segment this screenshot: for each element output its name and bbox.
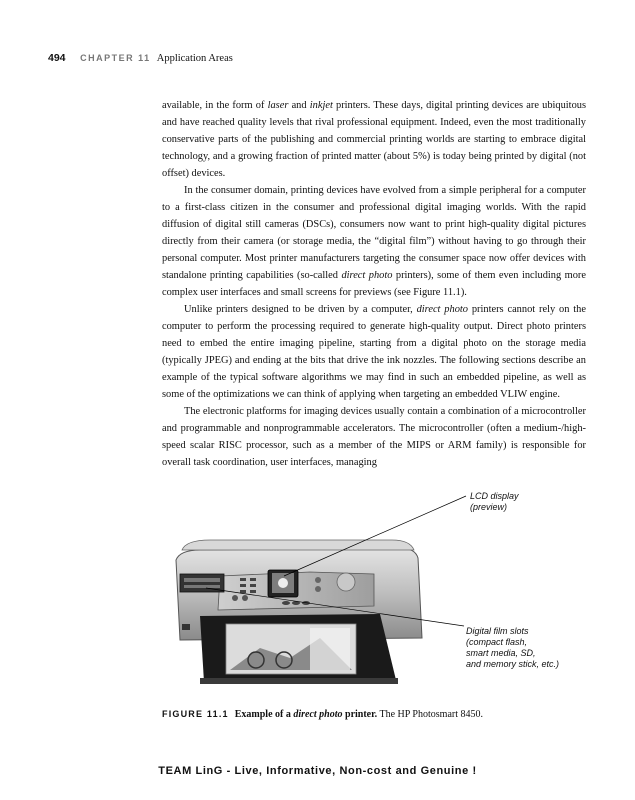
page-number: 494 xyxy=(48,52,66,64)
text-run: printers cannot rely on the computer to perform the processing required to generate high-quality output. Direct photo printers need to embed the entire imaging pipeline, starting from a digital photo on the storage media (typically JPEG) and ending at the bits that drive the ink nozzles. The following sections describe an example of the typical software algorithms we may find in such an embedded pipeline, as well as some of the optimizations we can think of applying when targeting an embedded VLIW engine. xyxy=(162,304,586,400)
slot-line xyxy=(184,578,220,582)
italic-term: laser xyxy=(267,100,289,111)
text-run: In the consumer domain, printing devices have evolved from a simple peripheral for a computer to a first-class citizen in the consumer and professional digital imaging worlds. With the rapid diffusion of digital still cameras (DSCs), consumers now want to print high-quality digital pictures directly from their camera (or storage media, the “digital film”) without having to go through their personal computer. Most printer manufacturers targeting the consumer space now offer devices with standalone printing capabilities (so-called xyxy=(162,185,586,281)
running-header xyxy=(48,52,233,64)
text-run: and xyxy=(288,100,310,111)
callout-lcd-display xyxy=(470,491,519,513)
footer-watermark: TEAM LinG - Live, Informative, Non-cost and Genuine ! xyxy=(158,765,477,777)
caption-text: The HP Photosmart 8450. xyxy=(377,709,483,720)
figure-printer xyxy=(160,488,580,698)
card-slots xyxy=(180,574,224,592)
callout-line: LCD display xyxy=(470,491,519,501)
paragraph xyxy=(162,301,586,403)
printer-lid xyxy=(182,540,414,550)
text-run: Unlike printers designed to be driven by a computer, xyxy=(184,304,417,315)
callout-line: smart media, SD, xyxy=(466,648,536,658)
callout-line: (preview) xyxy=(470,502,508,512)
caption-bold-italic: direct photo xyxy=(293,709,343,720)
chapter-title: Application Areas xyxy=(156,53,233,64)
side-port xyxy=(182,624,190,630)
paragraph xyxy=(162,182,586,301)
text-run: printers. These days, digital printing devices are ubiquitous and have reached quality levels that rival professional equipment. Indeed, even the most traditionally conservative parts of the publishing and commercial printing worlds are starting to embrace digital technology, and a growing fraction of printed matter (about 5%) is today being printed by digital (not offset) devices. xyxy=(162,100,586,179)
text-run: The electronic platforms for imaging devices usually contain a combination of a microcontroller and programmable and nonprogrammable accelerators. The microcontroller (often a medium-/high-speed scalar RISC processor, such as a member of the MIPS or ARM family) is responsible for overall task coordination, user interfaces, managing xyxy=(162,406,586,468)
figure-label: FIGURE 11.1 xyxy=(162,709,229,719)
chapter-label: CHAPTER 11 xyxy=(80,53,151,63)
callout-line: and memory stick, etc.) xyxy=(466,659,560,669)
callout-digital-film-slots xyxy=(466,626,559,670)
italic-term: inkjet xyxy=(309,100,333,111)
callout-line: (compact flash, xyxy=(466,637,528,647)
text-run: available, in the form of xyxy=(162,100,268,111)
paragraph xyxy=(162,403,586,471)
italic-term: direct photo xyxy=(341,270,393,281)
italic-term: direct photo xyxy=(416,304,468,315)
callout-line: Digital film slots xyxy=(466,626,529,636)
paragraph xyxy=(162,97,586,182)
caption-bold: Example of a xyxy=(234,709,294,720)
tray-edge xyxy=(200,678,398,684)
slot-line xyxy=(184,585,220,588)
body-text xyxy=(162,97,586,471)
photo-highlight xyxy=(310,628,350,670)
text-run: printers), some of them even including more complex user interfaces and small screens for previews (see Figure 11.1). xyxy=(162,270,587,298)
caption-bold: printer. xyxy=(342,709,378,720)
lcd-figure xyxy=(278,578,288,588)
figure-caption xyxy=(162,709,483,720)
